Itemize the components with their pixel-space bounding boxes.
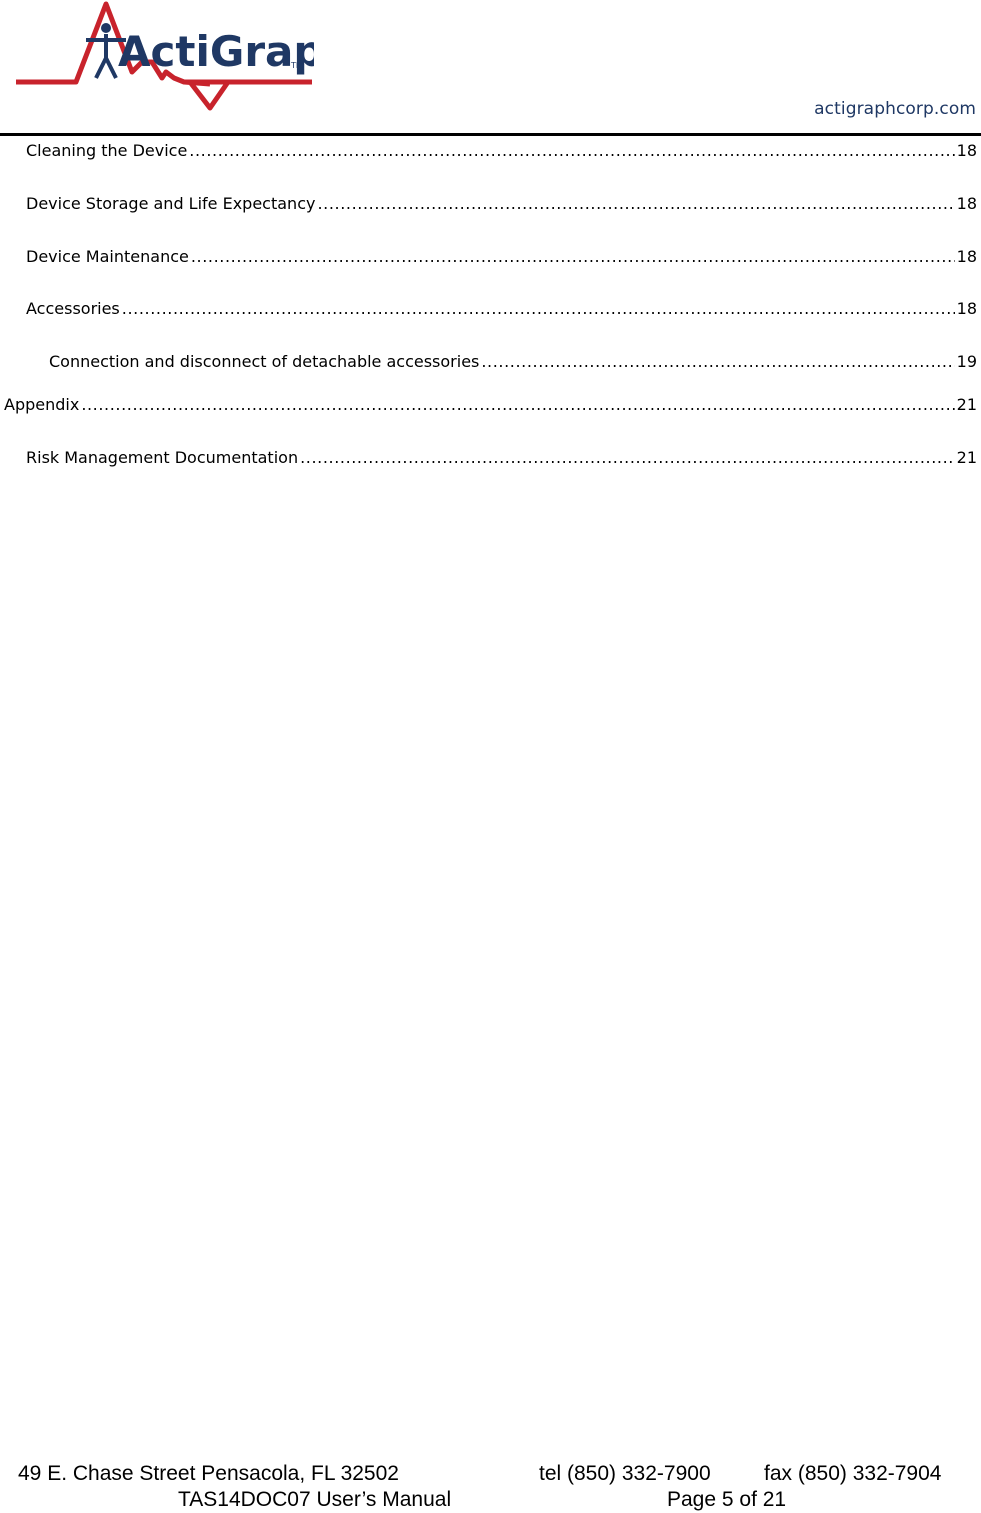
toc-entry-page: 19 (956, 352, 977, 371)
toc-entry-page: 18 (956, 247, 977, 266)
toc-entry-page: 18 (956, 194, 977, 213)
logo-wordmark: ActiGrap (118, 27, 314, 76)
toc-entry[interactable] (4, 395, 977, 415)
actigraph-logo (14, 0, 314, 112)
footer-tel: tel (850) 332-7900 (539, 1462, 711, 1485)
toc-leader (317, 194, 954, 214)
toc-entry-title: Appendix (4, 395, 80, 414)
toc-entry-page: 21 (956, 395, 977, 414)
toc-leader (81, 395, 954, 415)
toc-entry[interactable] (49, 352, 977, 372)
logo-trademark: TM (291, 61, 303, 70)
toc-entry-page: 18 (956, 299, 977, 318)
footer-doc-title: TAS14DOC07 User’s Manual (178, 1488, 452, 1511)
toc-entry-title: Device Maintenance (26, 247, 189, 266)
toc-entry[interactable] (26, 448, 977, 468)
footer-fax: fax (850) 332-7904 (764, 1462, 942, 1485)
actigraph-logo-graphic (14, 0, 314, 112)
toc-entry-page: 21 (956, 448, 977, 467)
header-website[interactable]: actigraphcorp.com (814, 99, 976, 119)
toc-entry[interactable] (26, 299, 977, 319)
toc-entry-page: 18 (956, 141, 977, 160)
toc-leader (191, 247, 955, 267)
footer-address: 49 E. Chase Street Pensacola, FL 32502 (18, 1462, 399, 1485)
toc-entry-title: Cleaning the Device (26, 141, 188, 160)
toc-entry[interactable] (26, 247, 977, 267)
footer-page-number: Page 5 of 21 (667, 1488, 787, 1511)
toc-leader (122, 299, 955, 319)
header-divider (0, 133, 981, 136)
toc-entry-title: Accessories (26, 299, 120, 318)
toc-entry-title: Device Storage and Life Expectancy (26, 194, 316, 213)
toc-entry[interactable] (26, 141, 977, 161)
toc-entry[interactable] (26, 194, 977, 214)
toc-leader (300, 448, 955, 468)
toc-leader (189, 141, 954, 161)
toc-entry-title: Risk Management Documentation (26, 448, 299, 467)
toc-entry-title: Connection and disconnect of detachable accessories (49, 352, 480, 371)
toc-leader (481, 352, 954, 372)
